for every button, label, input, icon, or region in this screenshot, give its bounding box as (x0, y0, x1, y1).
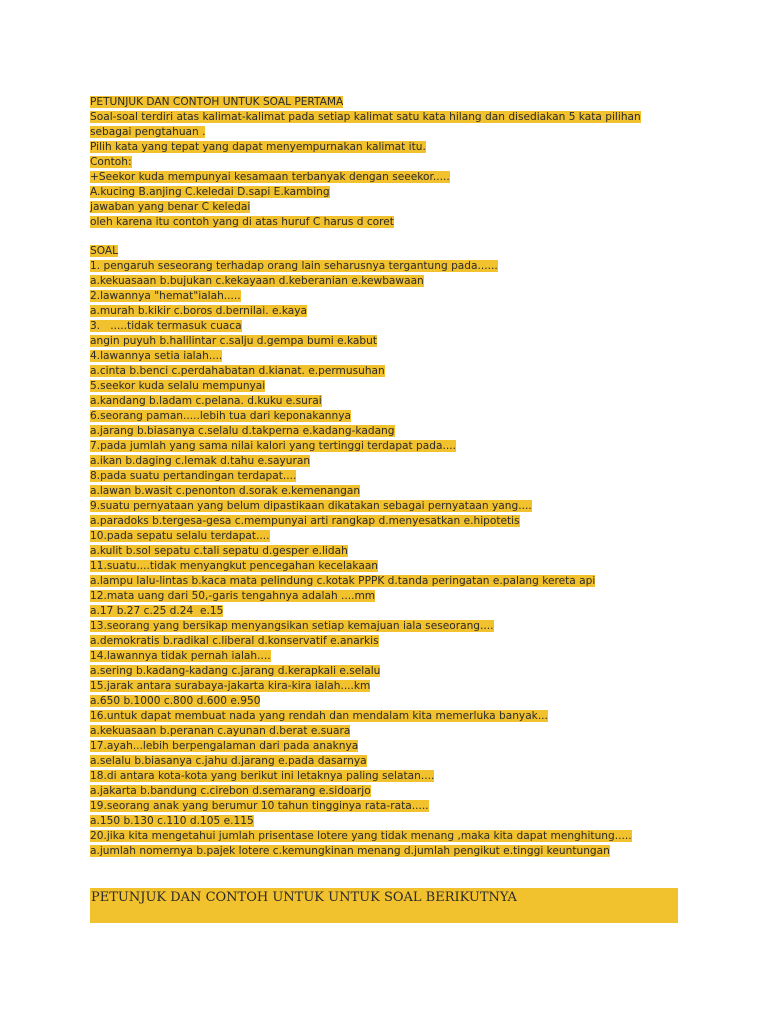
question-text: a.selalu b.biasanya c.jahu d.jarang e.pada dasarnya (90, 755, 367, 767)
question-text: a.kandang b.ladam c.pelana. d.kuku e.surai (90, 395, 322, 407)
section-header (90, 95, 690, 110)
question-text: 2.lawannya "hemat"ialah..... (90, 290, 241, 302)
question-line (90, 394, 690, 409)
question-line (90, 409, 690, 424)
question-line (90, 484, 690, 499)
question-text: 11.suatu....tidak menyangkut pencegahan kecelakaan (90, 560, 379, 572)
question-text: a.cinta b.benci c.perdahabatan d.kianat. e.permusuhan (90, 365, 385, 377)
question-line (90, 544, 690, 559)
question-text: angin puyuh b.halilintar c.salju d.gempa bumi e.kabut (90, 335, 378, 347)
question-text: a.kekuasaan b.bujukan c.kekayaan d.keberanian e.kewbawaan (90, 275, 424, 287)
intro-line (90, 185, 690, 200)
intro-text: A.kucing B.anjing C.keledai D.sapi E.kambing (90, 186, 330, 198)
question-text: a.650 b.1000 c.800 d.600 e.950 (90, 695, 261, 707)
question-line (90, 334, 690, 349)
header-title: PETUNJUK DAN CONTOH UNTUK SOAL PERTAMA (90, 96, 344, 108)
intro-line (90, 215, 690, 230)
question-text: 13.seorang yang bersikap menyangsikan setiap kemajuan iala seseorang.... (90, 620, 494, 632)
question-line (90, 784, 690, 799)
question-text: a.kulit b.sol sepatu c.tali sepatu d.gesper e.lidah (90, 545, 348, 557)
question-text: 9.suatu pernyataan yang belum dipastikaan dikatakan sebagai pernyataan yang.... (90, 500, 532, 512)
question-line (90, 844, 690, 859)
intro-text: +Seekor kuda mempunyai kesamaan terbanyak dengan seeekor..... (90, 171, 450, 183)
intro-text: oleh karena itu contoh yang di atas huruf C harus d coret (90, 216, 394, 228)
intro-text: Pilih kata yang tepat yang dapat menyempurnakan kalimat itu. (90, 141, 426, 153)
question-line (90, 304, 690, 319)
question-line (90, 769, 690, 784)
question-text: 6.seorang paman.....lebih tua dari keponakannya (90, 410, 351, 422)
question-line (90, 829, 690, 844)
document-body (90, 95, 690, 859)
question-text: a.17 b.27 c.25 d.24 e.15 (90, 605, 224, 617)
intro-line (90, 170, 690, 185)
question-text: a.jumlah nomernya b.pajek lotere c.kemungkinan menang d.jumlah pengikut e.tinggi keuntungan (90, 845, 610, 857)
question-line (90, 739, 690, 754)
question-line (90, 499, 690, 514)
question-line (90, 379, 690, 394)
question-list (90, 259, 690, 859)
question-text: a.jarang b.biasanya c.selalu d.takperna e.kadang-kadang (90, 425, 395, 437)
question-text: a.kekuasaan b.peranan c.ayunan d.berat e.suara (90, 725, 351, 737)
question-text: 20.jika kita mengetahui jumlah prisentase lotere yang tidak menang ,maka kita dapat menghitung..... (90, 830, 632, 842)
question-text: 8.pada suatu pertandingan terdapat.... (90, 470, 297, 482)
question-line (90, 709, 690, 724)
question-text: a.sering b.kadang-kadang c.jarang d.kerapkali e.selalu (90, 665, 381, 677)
question-text: 19.seorang anak yang berumur 10 tahun tingginya rata-rata..... (90, 800, 429, 812)
question-line (90, 664, 690, 679)
question-line (90, 424, 690, 439)
intro-line (90, 110, 690, 125)
intro-line (90, 140, 690, 155)
question-text: a.lawan b.wasit c.penonton d.sorak e.kemenangan (90, 485, 361, 497)
soal-label (90, 244, 690, 259)
question-text: a.jakarta b.bandung c.cirebon d.semarang e.sidoarjo (90, 785, 371, 797)
intro-text: Contoh: (90, 156, 132, 168)
question-line (90, 364, 690, 379)
question-text: 1. pengaruh seseorang terhadap orang lain seharusnya tergantung pada...... (90, 260, 498, 272)
question-text: 14.lawannya tidak pernah ialah.... (90, 650, 271, 662)
question-line (90, 799, 690, 814)
next-section-banner (90, 888, 678, 923)
question-line (90, 259, 690, 274)
question-line (90, 634, 690, 649)
question-text: 5.seekor kuda selalu mempunyai (90, 380, 266, 392)
question-line (90, 574, 690, 589)
question-line (90, 529, 690, 544)
question-text: a.murah b.kikir c.boros d.bernilai. e.kaya (90, 305, 308, 317)
question-line (90, 694, 690, 709)
question-line (90, 814, 690, 829)
question-line (90, 559, 690, 574)
question-text: 3. .....tidak termasuk cuaca (90, 320, 242, 332)
question-text: a.150 b.130 c.110 d.105 e.115 (90, 815, 254, 827)
question-text: 16.untuk dapat membuat nada yang rendah dan mendalam kita memerluka banyak... (90, 710, 548, 722)
intro-text: Soal-soal terdiri atas kalimat-kalimat pada setiap kalimat satu kata hilang dan disediakan 5 kata pilihan (90, 111, 641, 123)
question-line (90, 274, 690, 289)
question-text: 4.lawannya setia ialah.... (90, 350, 223, 362)
intro-text: sebagai pengtahuan . (90, 126, 206, 138)
question-text: a.ikan b.daging c.lemak d.tahu e.sayuran (90, 455, 311, 467)
spacer (90, 230, 690, 244)
question-line (90, 349, 690, 364)
intro-line (90, 155, 690, 170)
question-text: 18.di antara kota-kota yang berikut ini letaknya paling selatan.... (90, 770, 435, 782)
question-line (90, 649, 690, 664)
question-text: 17.ayah...lebih berpengalaman dari pada anaknya (90, 740, 359, 752)
question-text: 12.mata uang dari 50,-garis tengahnya adalah ....mm (90, 590, 376, 602)
question-text: 7.pada jumlah yang sama nilai kalori yang tertinggi terdapat pada.... (90, 440, 456, 452)
question-line (90, 454, 690, 469)
question-line (90, 319, 690, 334)
intro-line (90, 200, 690, 215)
question-line (90, 679, 690, 694)
question-line (90, 289, 690, 304)
next-section-title: PETUNJUK DAN CONTOH UNTUK UNTUK SOAL BERIKUTNYA (91, 890, 517, 905)
question-text: a.paradoks b.tergesa-gesa c.mempunyai arti rangkap d.menyesatkan e.hipotetis (90, 515, 520, 527)
question-line (90, 619, 690, 634)
question-text: 15.jarak antara surabaya-jakarta kira-kira ialah....km (90, 680, 371, 692)
question-line (90, 469, 690, 484)
question-line (90, 754, 690, 769)
question-text: a.lampu lalu-lintas b.kaca mata pelindung c.kotak PPPK d.tanda peringatan e.palang kereta api (90, 575, 596, 587)
question-line (90, 589, 690, 604)
question-line (90, 604, 690, 619)
intro-text: jawaban yang benar C keledai (90, 201, 251, 213)
soal-label-text: SOAL (90, 245, 119, 257)
question-line (90, 439, 690, 454)
intro-line (90, 125, 690, 140)
question-line (90, 724, 690, 739)
question-text: 10.pada sepatu selalu terdapat.... (90, 530, 270, 542)
question-text: a.demokratis b.radikal c.liberal d.konservatif e.anarkis (90, 635, 379, 647)
question-line (90, 514, 690, 529)
